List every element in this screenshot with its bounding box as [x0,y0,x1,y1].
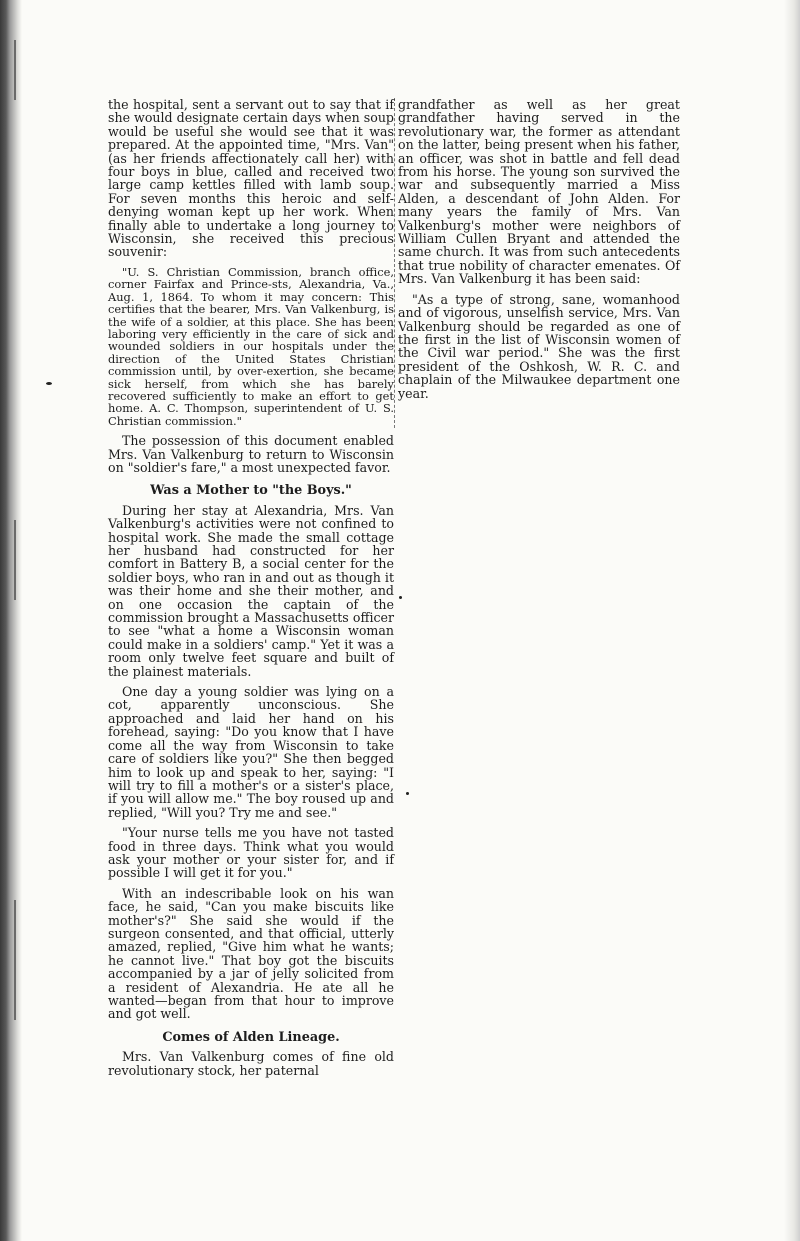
right-column [398,98,680,400]
paragraph: With an indescribable look on his wan face, he said, "Can you make biscuits like mother's?" She said she would if the surgeon consented, and that official, utterly amazed, replied, "Give him what he wants; he cannot live." That boy got the biscuits accompanied by a jar of jelly solicited from a resident of Alexandria. He ate all he wanted—began from that hour to improve and got well. [108,885,394,1022]
paragraph: One day a young soldier was lying on a cot, apparently unconscious. She approached and laid her hand on his forehead, saying: "Do you know that I have come all the way from Wisconsin to take care of soldiers like you?" She then begged him to look up and speak to her, saying: "I will try to fill a mother's or a sister's place, if you will allow me." The boy roused up and replied, "Will you? Try me and see." [108,684,394,820]
left-column [108,98,394,1077]
scan-streak [14,40,16,100]
scan-speck [46,382,52,385]
certificate-quote: "U. S. Christian Commission, branch office, corner Fairfax and Prince-sts, Alexandria, Va., Aug. 1, 1864. To whom it may concern: This certifies that the bearer, Mrs. Van Valkenburg, is the wife of a soldier, at this place. She has been laboring very efficiently in the care of sick and wounded soldiers in our hospitals under the direction of the United States Christian commission until, by over-exertion, she became sick herself, from which she has barely recovered sufficiently to make an effort to get home. A. C. Thompson, superintendent of U. S. Christian commission." [108,264,394,428]
scan-speck [399,596,402,599]
section-heading: Comes of Alden Lineage. [162,1029,340,1045]
column-divider [394,98,396,428]
section-heading: Was a Mother to "the Boys." [150,483,352,499]
paragraph: "As a type of strong, sane, womanhood and of vigorous, unselfish service, Mrs. Van Valkenburg should be regarded as one of the first in the list of Wisconsin women of the Civil war period." She was the first president of the Oshkosh, W. R. C. and chaplain of the Milwaukee department one year. [398,291,680,401]
paragraph: During her stay at Alexandria, Mrs. Van Valkenburg's activities were not confined to hospital work. She made the small cottage her husband had constructed for her comfort in Battery B, a social center for the soldier boys, who ran in and out as though it was their home and she their mother, and on one occasion the captain of the commission brought a Massachusetts officer to see "what a home a Wisconsin woman could make in a soldiers' camp." Yet it was a room only twelve feet square and built of the plainest materials. [108,502,394,679]
paragraph: Mrs. Van Valkenburg comes of fine old revolutionary stock, her paternal [108,1049,394,1078]
paragraph: The possession of this document enabled Mrs. Van Valkenburg to return to Wisconsin on "soldier's fare," a most unexpected favor. [108,433,394,475]
scan-right-edge [784,0,800,1241]
paragraph: the hospital, sent a servant out to say that if she would designate certain days when soup would be useful she would see that it was prepared. At the appointed time, "Mrs. Van" (as her friends affectionately call her) with four boys in blue, called and received two large camp kettles filled with lamb soup. For seven months this heroic and self-denying woman kept up her work. When finally able to undertake a long journey to Wisconsin, she received this precious souvenir: [108,97,394,260]
scan-streak [14,520,16,600]
scan-left-edge [0,0,22,1241]
scan-streak [14,900,16,1020]
paragraph: "Your nurse tells me you have not tasted food in three days. Think what you would ask your mother or your sister for, and if possible I will get it for you." [108,825,394,881]
scan-speck [406,792,409,795]
paragraph: grandfather as well as her great grandfather having served in the revolutionary war, the former as attendant on the latter, being present when his father, an officer, was shot in battle and fell dead from his horse. The young son survived the war and subsequently married a Miss Alden, a descendant of John Alden. For many years the family of Mrs. Van Valkenburg's mother were neighbors of William Cullen Bryant and attended the same church. It was from such antecedents that true nobility of character emenates. Of Mrs. Van Valkenburg it has been said: [398,97,680,287]
